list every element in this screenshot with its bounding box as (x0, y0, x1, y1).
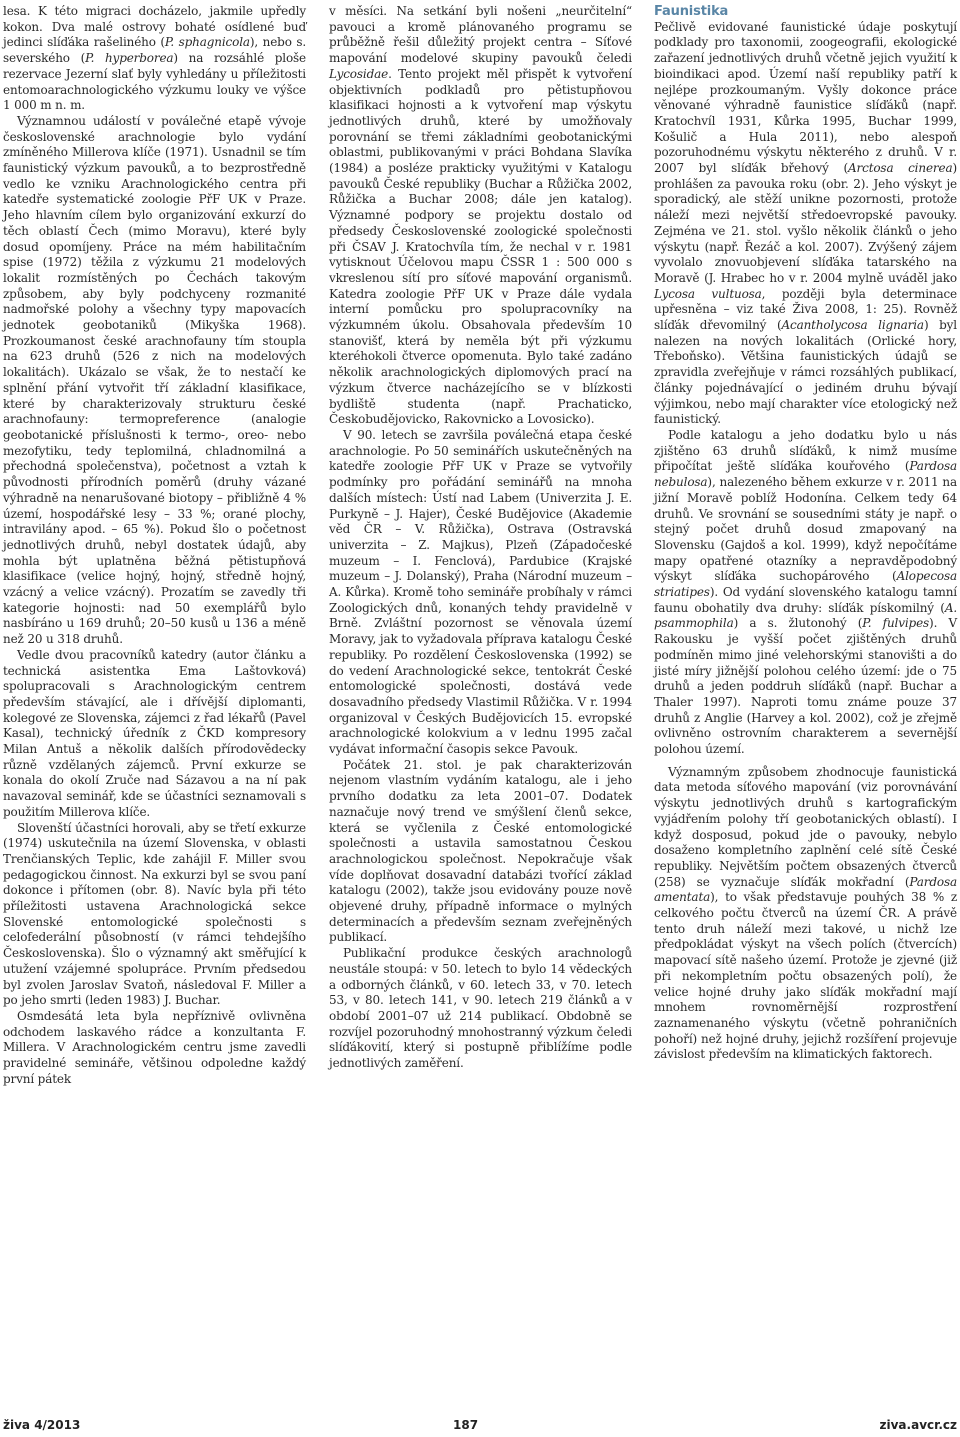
text-run: Významnou událostí v poválečné etapě vývoje československé arachnologie bylo vydání zmíněného Millerova klíče (1971). Usnadnil se tím faunistický výzkum pavouků, a to bezprostředně vedlo ke vzniku Arachnologického centra při katedře systematické zoologie PřF UK v Praze. Jeho hlavním cílem bylo organizování exkurzí do těch oblastí Čech (mimo Moravu), které byly dosud opomíjeny. Práce na mém habilitačním spise (1972) těžila z výzkumu 21 modelových lokalit rozmístěných po Čechách takovým způsobem, aby byly podchyceny rozmanité nadmořské polohy a všechny typy mapovacích jednotek geobotaniků (Mikyška 1968). Prozkoumanost české arachnofauny tím stoupla na 623 druhů (526 z nich na modelových lokalitách). Ukázalo se však, že to nestačí ke splnění přání vytvořit tří základní klasifikace, které by charakterizovaly strukturu české arachnofauny: termopreference (analogie geobotanické příslušnosti k termo-, oreo- nebo mezofytiku, tedy teplomilná, chladnomilná a přechodná společenstva), početnost a vztah k původnosti přírodních poměrů (druhy vázané výhradně na nenarušované biotopy – přibližně 4 % území, hospodářské lesy – 33 %; orané plochy, intravilány apod. – 65 %). Pokud šlo o početnost jednotlivých druhů, nebyl dostatek údajů, aby mohla být uplatněna běžná pětistupňová klasifikace (velice hojný, hojný, středně hojný, vzácný a velice vzácný). Prozatím se zavedly tři kategorie hojnosti: nad 50 exemplářů bylo nasbíráno u 169 druhů; 20–50 kusů u 136 a méně než 20 u 318 druhů. (3, 113, 306, 647)
text-run: ). V Rakousku je vyšší počet zjištěných druhů podmíněn mimo jiné velehorskými stanovišti a do jisté míry jižnější polohou celého území: jde o 75 druhů a jeden poddruh slíďáků (např. Buchar a Thaler 1997). Naproti tomu známe pouze 37 druhů z Anglie (Harvey a kol. 2002), což je zřejmě ovlivněno ostrovním charakterem a severnější polohou území. (654, 616, 957, 757)
text-run: Osmdesátá leta byla nepříznivě ovlivněna odchodem laskavého rádce a konzultanta F. Millera. V Arachnologickém centru jsme zavedli pravidelné semináře, většinou odpoledne každý první pátek (3, 1009, 306, 1086)
paragraph (329, 428, 632, 758)
species-name: Lycosa vultuosa (654, 286, 762, 301)
paragraph (654, 765, 957, 1063)
species-name: Arctosa cinerea (848, 161, 953, 176)
paragraph (329, 4, 632, 428)
text-run: ), nalezeného během exkurze v r. 2011 na jižní Moravě poblíž Hodonína. Celkem tedy 64 druhů. Ve srovnání se sousedními státy je např. o stejný počet druhů dosud zmapovaný na Slovensku (Gajdoš a kol. 1999), když nepočítáme mapy opatřené otazníky a nepravděpodobný výskyt slíďáka suchopárového ( (654, 475, 957, 584)
text-column-2 (329, 4, 632, 1072)
species-name: Acantholycosa lignaria (781, 318, 924, 333)
text-run: V 90. letech se završila poválečná etapa české arachnologie. Po 50 seminářích uskutečněných na katedře zoologie PřF UK v Praze se vytvořily podmínky pro pořádání seminářů na mnoha dalších místech: Ústí nad Labem (Univerzita J. E. Purkyně – J. Hajer), České Budějovice (Akademie věd ČR – V. Růžička), Ostrava (Ostravská univerzita – Z. Majkus), Plzeň (Západočeské muzeum – I. Fenclová), Pardubice (Krajské muzeum – J. Dolanský), Praha (Národní muzeum – A. Kůrka). Kromě toho semináře probíhaly v rámci Zoologických dnů, konaných tehdy pravidelně v Brně. Zvláštní pozornost se věnovala území Moravy, jak to vyžadovala příprava katalogu České republiky. Po rozdělení Československa (1992) se do vedení Arachnologické sekce, tentokrát České entomologické společnosti, dostává vede dosavadního předsedy Vlastimil Růžička. V r. 1994 organizoval v Českých Budějovicích 15. evropské arachnologické kolokvium a v lednu 1995 začal vydávat informační časopis sekce Pavouk. (329, 427, 632, 757)
species-name: A. psammophila (654, 600, 957, 631)
paragraph (329, 758, 632, 946)
text-run: . Tento projekt měl přispět k vytvoření objektivních podkladů pro pětistupňovou klasifikaci hojnosti a k vytvoření map výskytu jednotlivých druhů, které by umožňovaly porovnání se třemi základními geobotanickými oblastmi, publikovanými v práci Bohdana Slavíka (1984) a posléze prakticky využitými v Katalogu pavouků České republiky (Buchar a Růžička 2002, Růžička a Buchar 2008; dále jen katalog). Významné podpory se projektu dostalo od předsedy Československé zoologické společnosti při ČSAV J. Kratochvíla tím, že nechal v r. 1981 vytisknout Účelovou mapu ČSSR 1 : 500 000 s vkreslenou sítí pro síťové mapování organismů. Katedra zoologie PřF UK v Praze dále vydala interní pomůcku pro spolupracovníky na výzkumném úkolu. Obsahovala především 10 stanovišť, která by neměla být při výzkumu kteréhokoli čtverce opomenuta. Bylo také zadáno několik arachnologických diplomových prací na výzkum čtverce nacházejícího se v blízkosti bydliště studenta (např. Prachaticko, Českobudějovicko, Rakovnicko a Lovosicko). (329, 66, 632, 427)
journal-issue: živa 4/2013 (3, 1418, 81, 1432)
text-run: ) na rozsáhlé ploše rezervace Jezerní slať byly vyhledány u příležitosti entomoarachnologického výzkumu louky ve výšce 1 000 m n. m. (3, 51, 306, 113)
text-run: , později byla determinace upřesněna – viz také Živa 2008, 1: 25). Rovněž slíďák dřevomilný ( (654, 286, 958, 333)
species-name: Pardosa nebulosa (654, 459, 957, 490)
text-run: ) prohlášen za pavouka roku (obr. 2). Jeho výskyt je sporadický, ale stěží unikne pozornosti, protože náleží mezi největší středoevropské pavouky. Zejména ve 21. stol. vyšlo několik článků o jeho výskytu (např. Řezáč a kol. 2007). Zvýšený zájem vyvolalo znovuobjevení slíďáka tatarského na Moravě (J. Hrabec ho v r. 2004 mylně uváděl jako (654, 161, 957, 285)
text-run: Vedle dvou pracovníků katedry (autor článku a technická asistentka Ema Laštovková) spolupracovali s Arachnologickým centrem především stávající, ale i dřívější diplomanti, kolegové ze Slovenska, zájemci z řad lékařů (Pavel Kasal), technický úředník z ČKD kompresory Milan Antuš a několik dalších přírodovědecky různě vzdělaných zájemců. První exkurze se konala do okolí Zruče nad Sázavou a na ní pak navazoval seminář, kde se účastníci seznamovali s použitím Millerova klíče. (3, 647, 306, 819)
species-name: Pardosa amentata (654, 874, 957, 905)
text-run: Pečlivě evidované faunistické údaje poskytují podklady pro taxonomii, zoogeografii, ekologické zařazení jednotlivých druhů včetně jejich využití k bioindikaci apod. Území naší republiky patří k nejlépe prozkoumaným. Vyšly dokonce práce věnované výhradně faunistice slíďáků (např. Kratochvíl 1931, Kůrka 1995, Buchar 1999, Košulič a Hula 2011), nebo alespoň pozoruhodnému výskytu některého z druhů. V r. 2007 byl slíďák břehový ( (654, 19, 957, 176)
text-run: Publikační produkce českých arachnologů neustále stoupá: v 50. letech to bylo 14 vědeckých a odborných článků, v 60. letech 33, v 70. letech 53, v 80. letech 141, v 90. letech 219 článků a v období 2001–07 už 214 publikací. Obdobně se rozvíjel pozoruhodný mnohostranný výzkum čeledi slíďákovití, který si postupně přiblížíme podle jednotlivých zaměření. (329, 946, 632, 1071)
page-footer (3, 1418, 957, 1436)
text-column-1 (3, 4, 306, 1088)
text-run: Slovenští účastníci horovali, aby se třetí exkurze (1974) uskutečnila na území Slovenska, v oblasti Trenčianských Teplic, kde zahájil F. Miller svou pedagogickou činnost. Na exkurzi byl se svou paní dokonce i přítomen (obr. 8). Navíc byla při této příležitosti ustavena Arachnologická sekce Slovenské entomologické společnosti s celofederální působností (v rámci tehdejšího Československa). Šlo o významný akt směřující k utužení vzájemné spolupráce. Prvním předsedou byl zvolen Jaroslav Svatoň, následoval F. Miller a po jeho smrti (leden 1983) J. Buchar. (3, 820, 306, 1008)
page-number: 187 (453, 1418, 479, 1432)
text-run: ). Od vydání slovenského katalogu tamní faunu obohatily dva druhy: slíďák pískomilný ( (654, 585, 957, 615)
section-heading-faunistika: Faunistika (654, 4, 729, 19)
text-run: Významným způsobem zhodnocuje faunistická data metoda síťového mapování (viz porovnávání výskytu jednotlivých druhů s kartografickým vyjádřením polohy tří geobotanických oblastí). I když dosposud, pokud jde o pavouky, nebylo dosaženo kompletního zaplnění celé sítě České republiky. Největším počtem obsazených čtverců (258) se vyznačuje slíďák mokřadní ( (654, 764, 957, 889)
paragraph (3, 114, 306, 648)
text-column-3 (654, 4, 957, 1063)
species-name: Alopecosa striatipes (654, 569, 957, 600)
paragraph (329, 946, 632, 1072)
paragraph (3, 821, 306, 1009)
text-run: ), nebo s. severského ( (3, 35, 306, 66)
species-name: P. fulvipes (862, 616, 930, 631)
paragraph (654, 20, 957, 428)
paragraph (3, 4, 306, 114)
journal-website: ziva.avcr.cz (879, 1418, 957, 1432)
text-run: lesa. K této migraci docházelo, jakmile upředly kokon. Dva malé ostrovy bohaté osídlené buď jedinci slíďáka rašeliného ( (3, 4, 306, 50)
text-run: ), to však představuje pouhých 38 % z celkového počtu čtverců na území ČR. A právě tento druh náleží mezi takové, u nichž lze předpokládat výskyt na všech polích (čtvercích) mapovací sítě našeho území. Protože je zjevné (již při nekompletním počtu obsazených polí), že velice hojné druhy jako slíďák mokřadní mají mnohem rovnoměrnější rozprostření zaznamenaného výskytu (včetně pohraničních pohoří) než hojné druhy, jejichž rozšíření projevuje závislost především na klimatických faktorech. (654, 890, 957, 1062)
text-run: v měsíci. Na setkání byli nošeni „neurčitelní“ pavouci a kromě plánovaného programu se průběžně řešil důležitý projekt centra – Síťové mapování modelové skupiny pavouků čeledi (329, 4, 632, 66)
text-run: ) byl nalezen na nových lokalitách (Orlické hory, Třeboňsko). Většina faunistických údajů se zpravidla zveřejňuje v rámci rozsáhlých publikací, články pojednávající o jediném druhu bývají výjimkou, nebo mají charakter více etologický než faunistický. (654, 318, 957, 427)
species-name: P. hyperborea (85, 51, 174, 66)
species-name: P. sphagnicola (164, 35, 250, 50)
paragraph (3, 1009, 306, 1088)
species-name: Lycosidae (329, 66, 389, 81)
text-run: ) a s. žlutonohý ( (733, 616, 863, 631)
text-run: Počátek 21. stol. je pak charakterizován nejenom vlastním vydáním katalogu, ale i jeho prvního dodatku za leta 2001–07. Dodatek naznačuje nový trend ve smýšlení členů sekce, která se vyčlenila z České entomologické společnosti a ustavila samostatnou Českou arachnologickou společnost. Nepokračuje však víde doplňovat dosavadní databázi tvořící základ katalogu (2002), takže jsou evidovány pouze nově objevené druhy, případně informace o mylných determinacích a především seznam zveřejněných publikací. (329, 757, 632, 945)
text-run: Podle katalogu a jeho dodatku bylo u nás zjištěno 63 druhů slíďáků, k nimž musíme připočítat ještě slíďáka kouřového ( (654, 427, 957, 474)
paragraph (3, 648, 306, 821)
paragraph (654, 428, 957, 758)
